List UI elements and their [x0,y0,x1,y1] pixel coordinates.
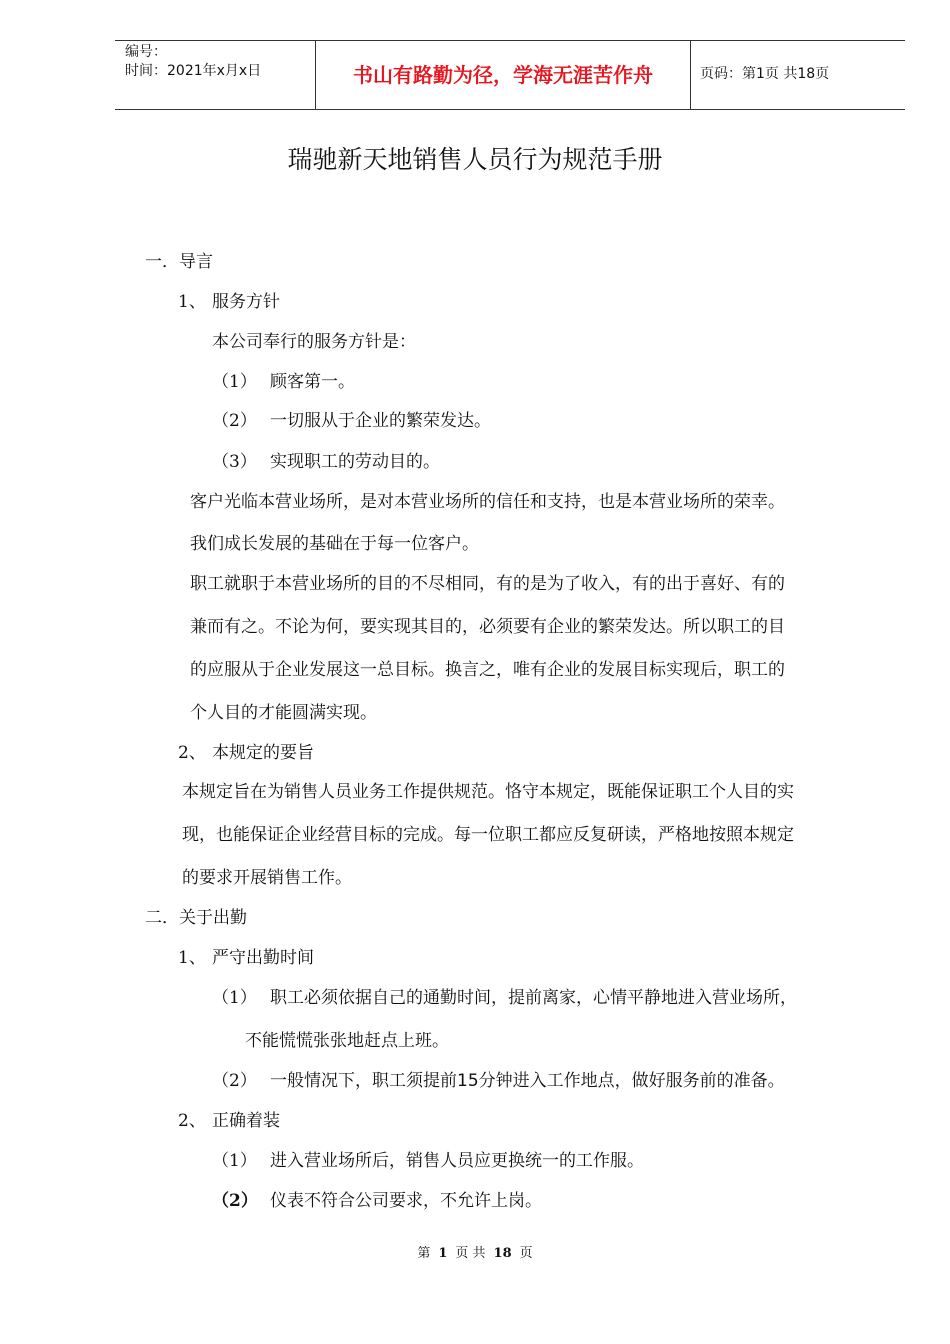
page-header [115,40,905,110]
paragraph-line: 本公司奉行的服务方针是： [212,332,416,352]
item-number: （2） [212,411,257,431]
list-item [212,1189,542,1213]
paragraph-line: 我们成长发展的基础在于每一位客户。 [190,534,479,554]
item-number: （2） [212,1071,257,1091]
section-heading-attendance: 二．关于出勤 [145,908,247,928]
list-item [212,1069,785,1093]
list-item [212,409,491,433]
subsection-title: 服务方针 [212,292,280,312]
paragraph-line: 兼而有之。不论为何，要实现其目的，必须要有企业的繁荣发达。所以职工的目 [190,617,785,637]
subsection-heading [178,946,314,970]
item-text: 一般情况下，职工须提前15分钟进入工作地点，做好服务前的准备。 [270,1071,785,1091]
paragraph-line: 客户光临本营业场所，是对本营业场所的信任和支持，也是本营业场所的荣幸。 [190,492,785,512]
item-text: 一切服从于企业的繁荣发达。 [270,411,491,431]
header-page-cell [690,41,905,109]
subsection-title: 严守出勤时间 [212,948,314,968]
item-number: （1） [212,988,257,1008]
item-number: 1、 [178,292,206,312]
item-number: 2、 [178,743,206,763]
paragraph-line: 个人目的才能圆满实现。 [190,703,377,723]
item-number: 2、 [178,1111,206,1131]
list-item [212,1149,644,1173]
subsection-title: 本规定的要旨 [212,743,314,763]
page-footer [0,1245,950,1263]
section-heading-intro: 一．导言 [145,252,213,272]
document-title: 瑞驰新天地销售人员行为规范手册 [287,145,663,174]
list-item [212,370,355,394]
subsection-heading [178,290,280,314]
header-meta-cell [115,41,315,109]
footer-page-mid: 页 共 [455,1246,486,1261]
item-text: 仪表不符合公司要求，不允许上岗。 [270,1191,542,1211]
footer-page-number: 1 [438,1246,448,1261]
header-motto-cell [315,41,691,109]
item-text: 职工必须依据自己的通勤时间，提前离家，心情平静地进入营业场所， [270,988,797,1008]
serial-number-label: 编号： [125,44,167,60]
item-number: （3） [212,452,257,472]
paragraph-line: 的应服从于企业发展这一总目标。换言之，唯有企业的发展目标实现后，职工的 [190,660,785,680]
item-number: 1、 [178,948,206,968]
header-motto: 书山有路勤为径，学海无涯苦作舟 [353,63,653,87]
item-text: 顾客第一。 [270,372,355,392]
header-page-code: 页码：第1页 共18页 [700,66,830,82]
list-item [212,450,440,474]
paragraph-line: 的要求开展销售工作。 [182,868,352,888]
subsection-heading [178,741,314,765]
paragraph-line: 现，也能保证企业经营目标的完成。每一位职工都应反复研读，严格地按照本规定 [182,825,794,845]
footer-page-prefix: 第 [417,1246,431,1261]
item-text: 进入营业场所后，销售人员应更换统一的工作服。 [270,1151,644,1171]
item-number: （2） [212,1191,258,1211]
list-item [212,986,797,1010]
footer-page-suffix: 页 [519,1246,533,1261]
footer-page-total: 18 [493,1246,512,1261]
item-text: 实现职工的劳动目的。 [270,452,440,472]
item-number: （1） [212,1151,257,1171]
subsection-title: 正确着装 [212,1111,280,1131]
item-number: （1） [212,372,257,392]
date-label: 时间：2021年x月x日 [125,63,262,79]
paragraph-line: 职工就职于本营业场所的目的不尽相同，有的是为了收入，有的出于喜好、有的 [190,574,785,594]
paragraph-line: 本规定旨在为销售人员业务工作提供规范。恪守本规定，既能保证职工个人目的实 [182,782,794,802]
paragraph-line: 不能慌慌张张地赶点上班。 [245,1031,449,1051]
subsection-heading [178,1109,280,1133]
